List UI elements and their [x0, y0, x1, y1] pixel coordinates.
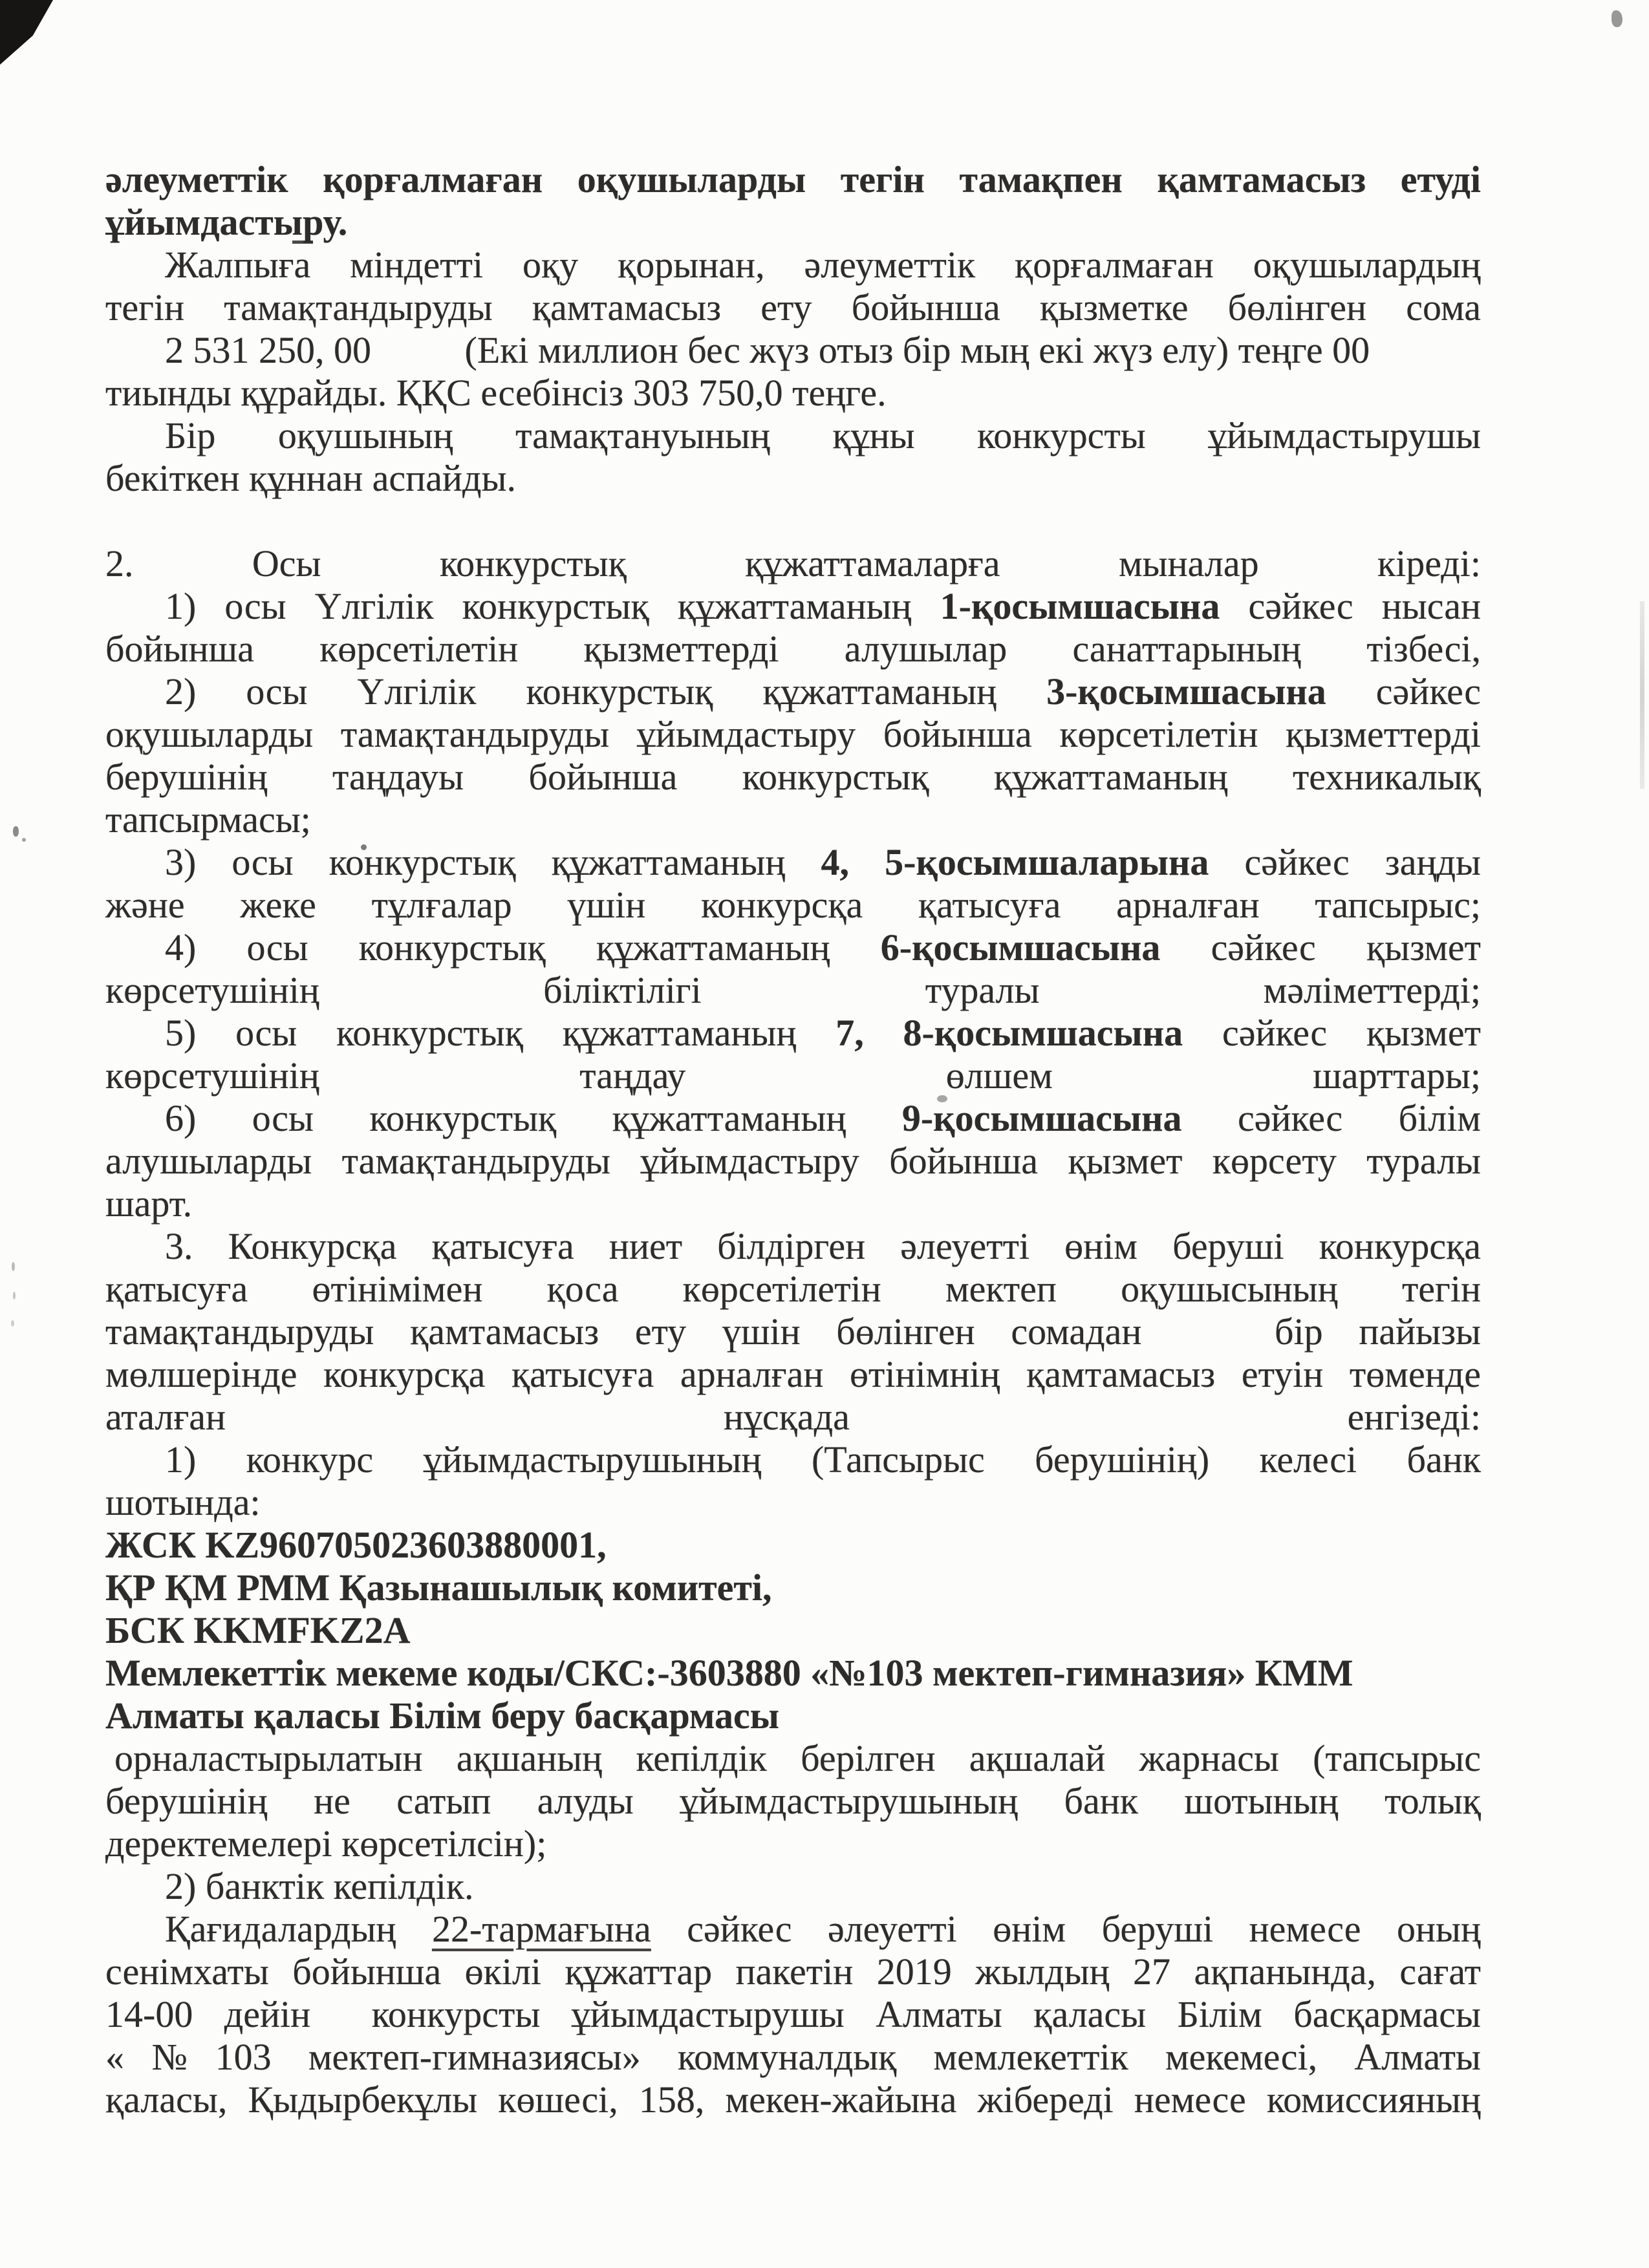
text-line: [105, 1396, 1481, 1439]
text-line: [105, 1737, 1481, 1780]
text-line: [105, 1481, 1481, 1524]
scan-speck: [11, 1320, 14, 1327]
bold-text-run: 7, 8-қосымшасына: [835, 1012, 1183, 1054]
bold-text-run: 1-қосымшасына: [940, 585, 1220, 627]
text-run: мөлшерінде конкурсқа қатысуға арналған өтінімнің қамтамасыз етуін төменде: [105, 1353, 1481, 1395]
text-line: [105, 1439, 1481, 1481]
text-run: 2) осы Үлгілік конкурстық құжаттаманың: [165, 670, 1047, 712]
bold-text-run: 6-қосымшасына: [880, 926, 1161, 968]
bold-text-run: 4, 5-қосымшаларына: [821, 841, 1209, 883]
bold-text-run: ҚР ҚМ РММ Қазынашылық комитеті,: [105, 1567, 772, 1609]
text-run: 1) осы Үлгілік конкурстық құжаттаманың: [165, 585, 940, 627]
text-run: аталған нұсқада енгізеді:: [105, 1396, 1481, 1438]
text-run: көрсетушінің таңдау өлшем шарттары;: [105, 1054, 1481, 1097]
text-line: [105, 1652, 1481, 1695]
text-line: [105, 372, 1481, 414]
text-run: сәйкес білім: [1181, 1097, 1482, 1139]
text-run: алушыларды тамақтандыруды ұйымдастыру бойынша қызмет көрсету туралы: [105, 1140, 1481, 1182]
text-run: қаласы, Қыдырбекұлы көшесі, 158, мекен-жайына жібереді немесе комиссияның: [105, 2079, 1481, 2121]
text-run: 14-00 дейін: [105, 1993, 311, 2035]
text-line: [105, 1609, 1481, 1652]
scan-edge-streak: [1640, 601, 1644, 789]
text-run: тиынды құрайды. ҚҚС есебінсіз 303 750,0 теңге.: [105, 372, 887, 414]
scan-speck: [12, 1262, 15, 1271]
text-run: Қағидалардың: [165, 1908, 432, 1950]
text-line: [105, 1695, 1481, 1737]
gap-space: [1141, 1343, 1238, 1344]
text-line: [105, 585, 1481, 628]
text-line: [105, 1311, 1481, 1353]
text-run: көрсетушінің біліктілігі туралы мәліметтерді;: [105, 969, 1481, 1011]
text-line: [105, 798, 1481, 841]
text-run: 3. Конкурсқа қатысуға ниет білдірген әлеуетті өнім беруші конкурсқа: [165, 1225, 1481, 1267]
underlined-text-run: 22-тармағына: [431, 1908, 651, 1950]
text-run: 2 531 250, 00: [165, 329, 371, 371]
text-block: [105, 158, 1481, 2121]
text-run: берушінің таңдауы бойынша конкурстық құжаттаманың техникалық: [105, 756, 1481, 798]
text-line: [105, 457, 1481, 500]
text-line: [105, 2079, 1481, 2121]
text-run: сәйкес заңды: [1209, 841, 1481, 883]
text-run: сенімхаты бойынша өкілі құжаттар пакетін 2019 жылдың 27 ақпанында, сағат: [105, 1951, 1481, 1993]
text-run: 5) осы конкурстық құжаттаманың: [165, 1012, 836, 1054]
bold-text-run: Мемлекеттік мекеме коды/СКС:-3603880 «№103 мектеп-гимназия» КММ: [105, 1652, 1353, 1694]
text-line: [105, 1097, 1481, 1140]
text-run: тегін тамақтандыруды қамтамасыз ету бойынша қызметке бөлінген сома: [105, 286, 1481, 328]
text-line: [105, 1908, 1481, 1951]
text-run: орналастырылатын ақшаның кепілдік берілген ақшалай жарнасы (тапсырыс: [114, 1737, 1481, 1779]
text-run: бір пайызы: [1275, 1311, 1482, 1353]
text-line: [105, 670, 1481, 713]
text-run: конкурсты ұйымдастырушы Алматы қаласы Білім басқармасы: [371, 1993, 1481, 2035]
text-run: сәйкес әлеуетті өнім беруші немесе оның: [651, 1908, 1482, 1950]
text-line: [105, 1353, 1481, 1396]
text-line: [105, 542, 1481, 585]
text-line: [105, 756, 1481, 798]
text-run: (Екі миллион бес жүз отыз бір мың екі жүз елу) теңге 00: [464, 329, 1370, 371]
text-line: [105, 841, 1481, 884]
text-line: [105, 286, 1481, 329]
text-line: [105, 1140, 1481, 1182]
text-run: сәйкес нысан: [1220, 585, 1481, 627]
text-run: 3) осы конкурстық құжаттаманың: [165, 841, 821, 883]
text-line: [105, 969, 1481, 1012]
scan-speck: [1611, 10, 1622, 27]
text-line: [105, 158, 1481, 201]
text-run: Бір оқушының тамақтануының құны конкурсты ұйымдастырушы: [165, 414, 1481, 456]
text-run: «№103 мектеп-гимназиясы» коммуналдық мемлекеттік мекемесі, Алматы: [105, 2036, 1481, 2078]
text-run: 6) осы конкурстық құжаттаманың: [165, 1097, 902, 1139]
text-line: [105, 1012, 1481, 1054]
text-run: деректемелері көрсетілсін);: [105, 1823, 547, 1865]
text-line: [105, 1524, 1481, 1567]
bold-text-run: БСК KKMFKZ2A: [105, 1609, 411, 1651]
bold-text-run: ЖСК KZ960705023603880001,: [105, 1524, 607, 1566]
text-line: [105, 1567, 1481, 1609]
bold-text-run: әлеуметтік қорғалмаған оқушыларды тегін тамақпен қамтамасыз етуді: [105, 158, 1481, 200]
text-run: 2. Осы конкурстық құжаттамаларға мыналар кіреді:: [105, 542, 1481, 584]
text-run: тапсырмасы;: [105, 798, 311, 840]
text-run: оқушыларды тамақтандыруды ұйымдастыру бойынша көрсетілетін қызметтерді: [105, 713, 1481, 755]
scan-speck: [22, 838, 26, 842]
text-line: [105, 1054, 1481, 1097]
text-run: сәйкес қызмет: [1160, 926, 1481, 968]
text-line: [105, 1951, 1481, 1993]
text-line: [105, 628, 1481, 670]
text-run: және жеке тұлғалар үшін конкурсқа қатысуға арналған тапсырыс;: [105, 884, 1481, 926]
text-run: шарт.: [105, 1182, 193, 1225]
text-line: [105, 1780, 1481, 1823]
text-line: [105, 1225, 1481, 1268]
text-line: [105, 1865, 1481, 1908]
bold-text-run: ұйымдастыру.: [105, 201, 348, 243]
text-run: бойынша көрсетілетін қызметтерді алушылар санаттарының тізбесі,: [105, 628, 1481, 670]
text-run: 2) банктік кепілдік.: [165, 1865, 474, 1907]
bold-text-run: 9-қосымшасына: [901, 1097, 1182, 1139]
bold-text-run: 3-қосымшасына: [1046, 670, 1326, 712]
text-line: [105, 713, 1481, 756]
text-run: 1) конкурс ұйымдастырушының (Тапсырыс берушінің) келесі банк: [165, 1439, 1481, 1481]
text-run: сәйкес: [1326, 670, 1481, 712]
text-run: берушінің не сатып алуды ұйымдастырушының банк шотының толық: [105, 1780, 1481, 1822]
text-run: Жалпыға міндетті оқу қорынан, әлеуметтік қорғалмаған оқушылардың: [165, 244, 1481, 286]
page-corner-fold-artifact: [0, 0, 53, 65]
text-run: бекіткен құннан аспайды.: [105, 457, 516, 499]
scan-speck: [13, 826, 19, 837]
text-line: [105, 1182, 1481, 1225]
text-run: шотында:: [105, 1481, 261, 1523]
text-run: қатысуға өтінімімен қоса көрсетілетін мектеп оқушысының тегін: [105, 1268, 1481, 1310]
text-line: [105, 926, 1481, 969]
text-line: [105, 1993, 1481, 2036]
text-line: [105, 884, 1481, 926]
bold-text-run: Алматы қаласы Білім беру басқармасы: [105, 1695, 780, 1737]
text-run: 4) осы конкурстық құжаттаманың: [165, 926, 881, 968]
blank-line: [105, 500, 1481, 542]
text-line: [105, 1823, 1481, 1865]
text-line: [105, 1268, 1481, 1311]
text-line: [105, 329, 1481, 372]
text-line: [105, 2036, 1481, 2079]
text-line: [105, 414, 1481, 457]
gap-space: [371, 361, 455, 363]
text-line: [105, 201, 1481, 244]
gap-space: [310, 2026, 340, 2027]
text-run: тамақтандыруды қамтамасыз ету үшін бөлінген сомадан: [105, 1311, 1142, 1353]
text-line: [105, 244, 1481, 286]
scan-speck: [13, 1292, 16, 1300]
text-run: сәйкес қызмет: [1183, 1012, 1481, 1054]
